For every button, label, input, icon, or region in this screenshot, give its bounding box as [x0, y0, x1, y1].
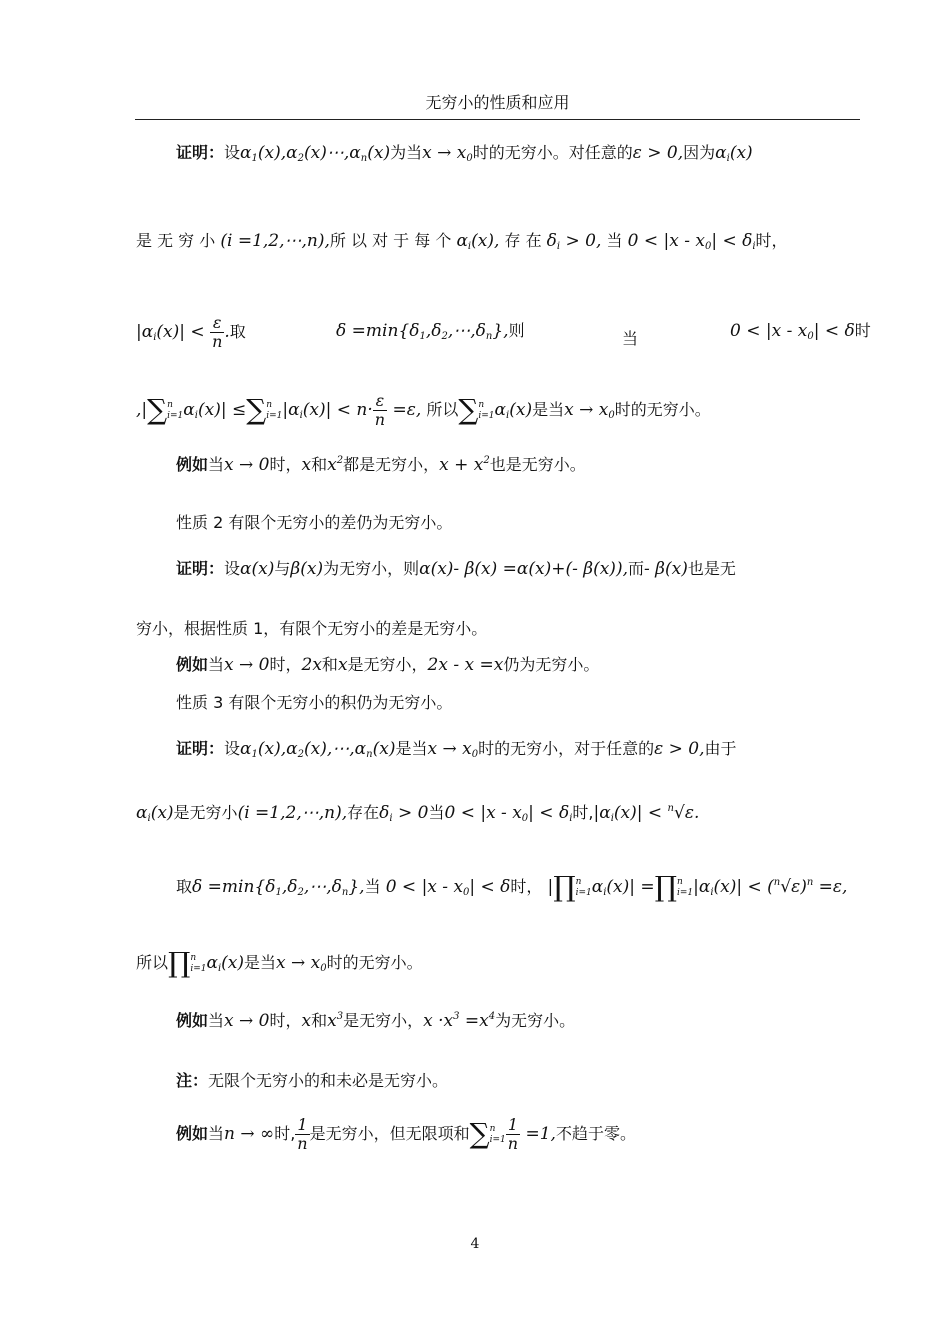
text: 时，	[755, 231, 788, 250]
text: 时，	[269, 1011, 302, 1030]
proof-line-3a: $|\alpha_i(x)|$ < $\frac{\varepsilon}{n}$ .取	[136, 313, 246, 351]
formula: $\alpha_1(x),\alpha_2(x),\cdots,\alpha_n(x)$	[240, 739, 396, 760]
property-2-title: 性质 2 有限个无穷小的差仍为无穷小。	[176, 513, 453, 532]
text: 时，	[510, 877, 543, 896]
formula: $x^2$	[327, 455, 344, 475]
formula: $x \to x_0$	[276, 953, 327, 974]
text: 时,	[572, 803, 594, 822]
formula: ∏ n i=1 $\alpha_i(x)$	[168, 946, 245, 979]
text: 设	[224, 143, 241, 162]
text: 时，	[269, 655, 302, 674]
formula: ε > 0,	[654, 739, 705, 759]
text: 是无穷小	[173, 803, 238, 822]
fraction: $\frac{1}{n}$	[507, 1115, 519, 1153]
property-3-title: 性质 3 有限个无穷小的积仍为无穷小。	[176, 693, 453, 712]
proof-3-line-2	[136, 796, 699, 832]
formula: $\alpha_i(x)$	[136, 803, 174, 824]
text: 时的无穷小，对于任意的	[478, 739, 655, 758]
proof-line-3c	[622, 326, 638, 352]
text: 仍为无穷小。	[503, 655, 600, 674]
fraction: $\frac{\varepsilon}{n}$	[374, 391, 386, 429]
proof-3-line-3	[176, 870, 847, 906]
proof-2-line-1	[176, 556, 736, 582]
text: 时的无穷小。	[614, 400, 711, 419]
text: 为当	[390, 143, 423, 162]
proof-line-3b	[336, 318, 525, 350]
formula: ,|∑ n i=1 $\alpha_i(x)|$ ≤∑ n i=1 $|\alpha_i(x)| < n\cdot$	[136, 393, 373, 426]
text: 由于	[704, 739, 737, 758]
example-label: 例如	[176, 655, 209, 674]
proof-3-line-1	[176, 736, 737, 768]
formula: (i =1,2,⋯,n),	[220, 231, 330, 251]
text: 都是无穷小，	[343, 455, 440, 474]
formula: x	[301, 1011, 312, 1031]
text: 当	[208, 1011, 225, 1030]
text: 是当	[244, 953, 277, 972]
example-label: 例如	[176, 455, 209, 474]
text: 取	[176, 877, 193, 896]
text: 当	[208, 455, 225, 474]
text: 时	[854, 321, 871, 340]
formula: $0 < |x - x_0| < \delta_i$	[444, 803, 573, 824]
formula: - β(x)	[644, 559, 688, 579]
text: 是无穷小，但无限项和	[309, 1124, 470, 1143]
formula: $\delta_i > 0$,	[546, 231, 602, 252]
example-label: 例如	[176, 1124, 209, 1143]
note-text: 无限个无穷小的和未必是无穷小。	[208, 1071, 449, 1090]
text: 是无穷小，	[347, 655, 428, 674]
text: 不趋于零。	[555, 1124, 636, 1143]
example-1	[176, 448, 586, 478]
formula: 2x - x =x	[427, 655, 504, 675]
text: 所 以 对 于 每 个	[329, 231, 452, 250]
text: 而	[627, 559, 644, 578]
proof-line-4: ,|∑ n i=1 $\alpha_i(x)|$ ≤∑ n i=1 $|\alpha_i(x)| < n\cdot$ $\frac{\varepsilon}{n}$ =ε, 所以∑ n i=1 $\alpha_i(x)$是当$x \to x_0$时的无穷小。	[136, 391, 711, 429]
formula: $0 < |x - x_0| < \delta$	[730, 321, 855, 342]
text: 是当	[395, 739, 428, 758]
text: 时,	[274, 1124, 296, 1143]
formula: n → ∞	[224, 1124, 275, 1144]
formula: $x \to x_0$	[422, 143, 473, 164]
text: 存在	[347, 803, 380, 822]
formula: β(x)	[290, 559, 324, 579]
proof-3-line-4	[136, 946, 423, 982]
text: 当	[208, 1124, 225, 1143]
formula: $\delta_i > 0$	[379, 803, 429, 824]
text: 与	[274, 559, 291, 578]
fraction: $\frac{1}{n}$	[297, 1115, 308, 1153]
text: 存 在	[504, 231, 542, 250]
example-4: 例如当n → ∞时, $\frac{1}{n}$ 是无穷小，但无限项和∑ n i=1 $\frac{1}{n}$ =1,不趋于零。	[176, 1115, 636, 1153]
example-label: 例如	[176, 1011, 209, 1030]
note	[176, 1068, 448, 1094]
text: 当	[208, 655, 225, 674]
example-2	[176, 652, 599, 678]
text: 和	[311, 455, 328, 474]
formula: 2x	[301, 655, 322, 675]
text: 是无穷小，	[343, 1011, 424, 1030]
note-label: 注：	[176, 1071, 209, 1090]
formula: $\alpha_i(x)$	[715, 143, 753, 164]
formula: $x \to x_0$	[564, 400, 615, 421]
text: 也是无穷小。	[489, 455, 586, 474]
text: 当	[364, 877, 381, 896]
formula: $|\alpha_i(x)|$ <	[136, 322, 211, 343]
formula: $x \to x_0$	[427, 739, 479, 760]
text: 因为	[683, 143, 716, 162]
text: 所以	[136, 953, 169, 972]
text: 时的无穷小。对任意的	[472, 143, 633, 162]
formula: $\delta =\min\{\delta_1,\delta_2,\cdots,\delta_n\}$,	[192, 877, 365, 898]
formula: $x \cdot x^3 =x^4$	[423, 1011, 496, 1031]
text: 当	[622, 329, 639, 348]
text: 当	[428, 803, 445, 822]
formula: $\alpha_i(x)$,	[456, 231, 500, 252]
text: 是当	[532, 400, 565, 419]
text: 则	[508, 321, 525, 340]
text: 所以	[426, 400, 459, 419]
formula: x → 0	[224, 655, 270, 675]
text: 取	[229, 322, 246, 341]
proof-label: 证明：	[176, 739, 225, 758]
text: 设	[224, 559, 241, 578]
proof-label: 证明：	[176, 143, 225, 162]
formula: ∑ n i=1 $\alpha_i(x)$	[458, 393, 533, 426]
formula: $\delta =\min\{\delta_1,\delta_2,\cdots,\delta_n\}$,	[336, 321, 509, 342]
formula: x	[301, 455, 312, 475]
formula: x	[337, 655, 348, 675]
text: 为无穷小，则	[323, 559, 420, 578]
text: 和	[311, 1011, 328, 1030]
formula: ∑ n i=1	[469, 1117, 506, 1150]
proof-line-2	[136, 228, 860, 260]
example-3	[176, 1004, 575, 1034]
text: 和	[321, 655, 338, 674]
proof-line-1	[176, 140, 753, 172]
text: 当	[606, 231, 623, 250]
page-header: 无穷小的性质和应用	[135, 90, 860, 120]
proof-label: 证明：	[176, 559, 225, 578]
formula: $|\alpha_i(x)| < ^n√\varepsilon$.	[593, 803, 700, 824]
formula: |∏ n i=1 $\alpha_i(x)|$ =∏ n i=1 $|\alpha_i(x)| < (^n√\varepsilon)^n =\varepsilon$,	[547, 870, 848, 903]
formula: $x^3$	[327, 1011, 344, 1031]
proof-line-3d	[730, 318, 871, 350]
text: 也是无	[687, 559, 736, 578]
formula: α(x)- β(x) =α(x)+(- β(x)),	[419, 559, 628, 579]
formula: ε > 0,	[632, 143, 684, 163]
formula: x → 0	[224, 455, 270, 475]
text: 时的无穷小。	[326, 953, 423, 972]
formula: $0 < |x - x_0| < \delta$	[385, 877, 511, 898]
text: 是 无 穷 小	[136, 231, 216, 250]
fraction: $\frac{\varepsilon}{n}$	[212, 313, 223, 351]
text: 时，	[269, 455, 302, 474]
formula: $0 < |x - x_0| < \delta_i$	[627, 231, 756, 252]
formula: (i =1,2,⋯,n),	[237, 803, 348, 823]
formula: α(x)	[240, 559, 275, 579]
page-number: 4	[470, 1236, 480, 1252]
text: 设	[224, 739, 241, 758]
formula: $\alpha_1(x),\alpha_2(x)\cdots,\alpha_n(x)$	[240, 143, 391, 164]
text: 为无穷小。	[495, 1011, 576, 1030]
formula: $x + x^2$	[439, 455, 490, 475]
proof-2-line-2: 穷小，根据性质 1，有限个无穷小的差是无穷小。	[136, 619, 488, 638]
formula: x → 0	[224, 1011, 270, 1031]
